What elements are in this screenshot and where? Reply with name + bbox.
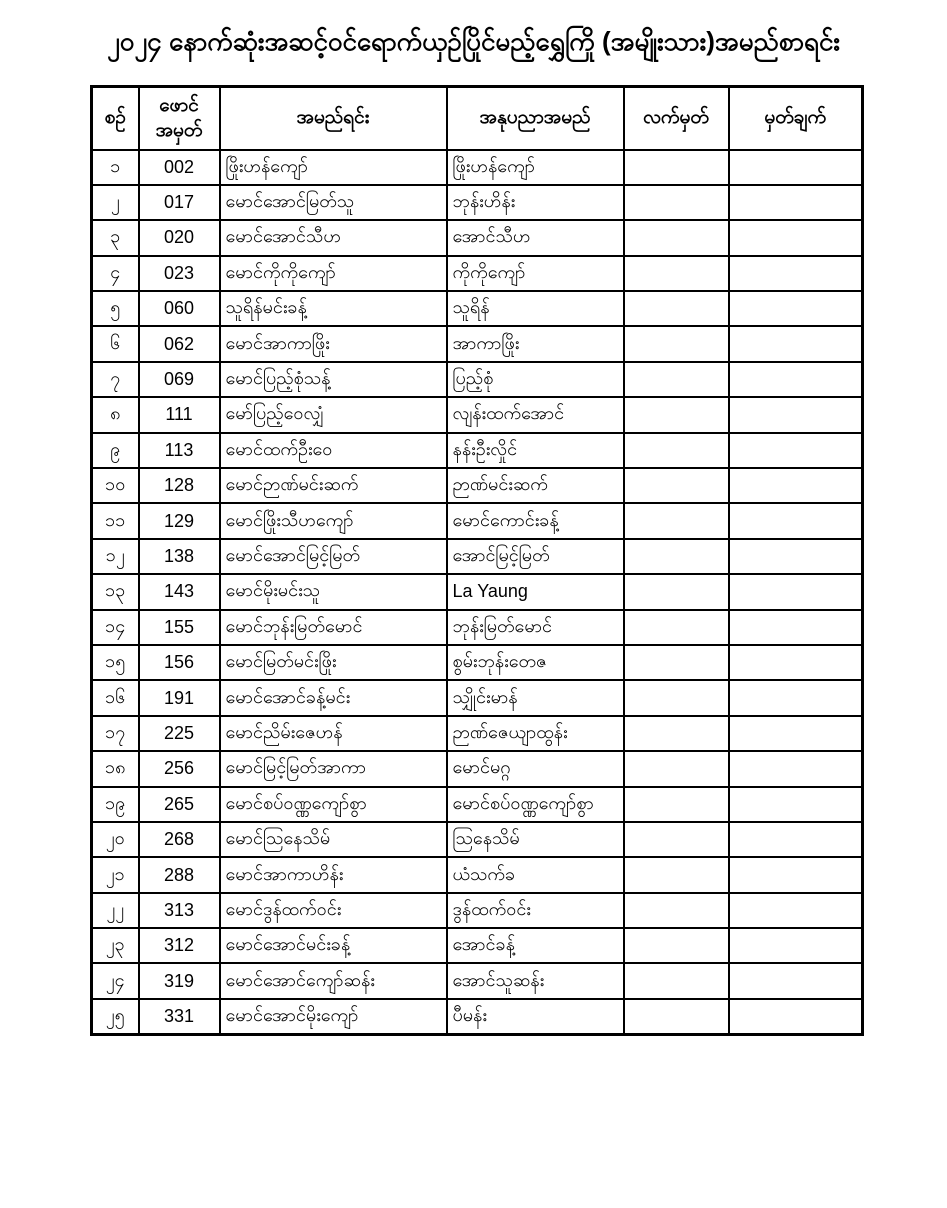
roster-table: [90, 85, 864, 1036]
table-row: [92, 185, 863, 220]
cell-remark: [729, 822, 863, 857]
cell-real-name: မောင်ဘုန်းမြတ်မောင်: [220, 610, 447, 645]
cell-serial: ၁၉: [92, 787, 139, 822]
header-form-number-line2: အမှတ်: [155, 120, 203, 142]
cell-signature: [624, 716, 729, 751]
cell-form-number: 023: [139, 256, 220, 291]
cell-signature: [624, 751, 729, 786]
table-row: [92, 150, 863, 185]
cell-real-name: မောင်အောင်မြတ်သူ: [220, 185, 447, 220]
cell-serial: ၂၀: [92, 822, 139, 857]
header-remark: မှတ်ချက်: [729, 87, 863, 150]
cell-form-number: 062: [139, 326, 220, 361]
cell-real-name: မောင်အောင်မင်းခန့်: [220, 928, 447, 963]
table-body: [92, 150, 863, 1035]
cell-serial: ၂၄: [92, 963, 139, 998]
cell-artist-name: အာကာဖြိုး: [447, 326, 624, 361]
cell-remark: [729, 185, 863, 220]
header-form-number-line1: ဖောင်: [159, 94, 199, 116]
table-row: [92, 928, 863, 963]
cell-form-number: 225: [139, 716, 220, 751]
cell-remark: [729, 539, 863, 574]
cell-remark: [729, 610, 863, 645]
table-row: [92, 539, 863, 574]
table-row: [92, 787, 863, 822]
cell-form-number: 060: [139, 291, 220, 326]
table-row: [92, 362, 863, 397]
cell-serial: ၂၂: [92, 893, 139, 928]
table-row: [92, 503, 863, 538]
cell-form-number: 143: [139, 574, 220, 609]
cell-artist-name: La Yaung: [447, 574, 624, 609]
cell-serial: ၉: [92, 433, 139, 468]
cell-remark: [729, 893, 863, 928]
cell-artist-name: ဒွန်ထက်ဝင်း: [447, 893, 624, 928]
table-row: [92, 256, 863, 291]
cell-real-name: မောင်မြတ်မင်းဖြိုး: [220, 645, 447, 680]
cell-signature: [624, 150, 729, 185]
cell-remark: [729, 291, 863, 326]
cell-signature: [624, 503, 729, 538]
cell-real-name: သူရိန်မင်းခန့်: [220, 291, 447, 326]
cell-real-name: မောင်အောင်မြင့်မြတ်: [220, 539, 447, 574]
cell-serial: ၁၀: [92, 468, 139, 503]
cell-real-name: မောင်မြင့်မြတ်အာကာ: [220, 751, 447, 786]
cell-signature: [624, 220, 729, 255]
cell-signature: [624, 928, 729, 963]
cell-signature: [624, 433, 729, 468]
header-row: [92, 87, 863, 150]
cell-form-number: 155: [139, 610, 220, 645]
cell-remark: [729, 857, 863, 892]
header-form-number: [139, 87, 220, 150]
cell-artist-name: သျှိုင်းမာန်: [447, 680, 624, 715]
cell-form-number: 002: [139, 150, 220, 185]
cell-remark: [729, 999, 863, 1034]
cell-form-number: 265: [139, 787, 220, 822]
cell-form-number: 288: [139, 857, 220, 892]
cell-form-number: 138: [139, 539, 220, 574]
cell-form-number: 312: [139, 928, 220, 963]
cell-real-name: မောင်အောင်သီဟ: [220, 220, 447, 255]
cell-form-number: 313: [139, 893, 220, 928]
cell-signature: [624, 362, 729, 397]
cell-form-number: 069: [139, 362, 220, 397]
cell-signature: [624, 787, 729, 822]
table-header: [92, 87, 863, 150]
cell-signature: [624, 256, 729, 291]
cell-signature: [624, 185, 729, 220]
cell-form-number: 156: [139, 645, 220, 680]
cell-signature: [624, 397, 729, 432]
cell-remark: [729, 680, 863, 715]
cell-real-name: မောင်စပ်ဝဏ္ဏကျော်စွာ: [220, 787, 447, 822]
cell-signature: [624, 822, 729, 857]
cell-serial: ၂၁: [92, 857, 139, 892]
cell-real-name: မောင်အောင်ကျော်ဆန်း: [220, 963, 447, 998]
cell-artist-name: ဘုန်းဟိန်း: [447, 185, 624, 220]
cell-real-name: မောင်ပြည့်စုံသန့်: [220, 362, 447, 397]
cell-real-name: မောင်အာကာဖြိုး: [220, 326, 447, 361]
cell-real-name: မောင်ဉာဏ်မင်းဆက်: [220, 468, 447, 503]
cell-form-number: 129: [139, 503, 220, 538]
cell-remark: [729, 326, 863, 361]
cell-artist-name: ဉာဏ်ဇေယျာထွန်း: [447, 716, 624, 751]
header-signature: လက်မှတ်: [624, 87, 729, 150]
cell-serial: ၈: [92, 397, 139, 432]
cell-artist-name: မောင်စပ်ဝဏ္ဏကျော်စွာ: [447, 787, 624, 822]
cell-remark: [729, 220, 863, 255]
cell-form-number: 331: [139, 999, 220, 1034]
cell-serial: ၁၃: [92, 574, 139, 609]
cell-artist-name: အောင်မြင့်မြတ်: [447, 539, 624, 574]
cell-real-name: မောင်အာကာဟိန်း: [220, 857, 447, 892]
cell-remark: [729, 574, 863, 609]
page-title: ၂၀၂၄ နောက်ဆုံးအဆင့်ဝင်ရောက်ယှဉ်ပြိုင်မည့်ရွှေကြို (အမျိုးသား)အမည်စာရင်း: [107, 26, 840, 56]
cell-real-name: မောင်အောင်ခန့်မင်း: [220, 680, 447, 715]
cell-form-number: 191: [139, 680, 220, 715]
cell-artist-name: အောင်သီဟ: [447, 220, 624, 255]
cell-serial: ၂၅: [92, 999, 139, 1034]
cell-signature: [624, 893, 729, 928]
cell-artist-name: ကိုကိုကျော်: [447, 256, 624, 291]
cell-signature: [624, 574, 729, 609]
cell-remark: [729, 503, 863, 538]
cell-remark: [729, 645, 863, 680]
cell-real-name: မောင်ထက်ဦးဝေ: [220, 433, 447, 468]
cell-artist-name: စွမ်းဘုန်းတေဇ: [447, 645, 624, 680]
cell-artist-name: ယံသက်ခ: [447, 857, 624, 892]
table-row: [92, 326, 863, 361]
cell-real-name: မောင်ကိုကိုကျော်: [220, 256, 447, 291]
cell-serial: ၇: [92, 362, 139, 397]
cell-serial: ၂: [92, 185, 139, 220]
table-row: [92, 716, 863, 751]
cell-remark: [729, 362, 863, 397]
cell-real-name: ဖြိုးဟန်ကျော်: [220, 150, 447, 185]
table-row: [92, 857, 863, 892]
cell-artist-name: သူရိန်: [447, 291, 624, 326]
cell-real-name: မောင်မိုးမင်းသူ: [220, 574, 447, 609]
cell-signature: [624, 645, 729, 680]
table-row: [92, 645, 863, 680]
cell-artist-name: အောင်ခန့်: [447, 928, 624, 963]
cell-remark: [729, 787, 863, 822]
table-row: [92, 680, 863, 715]
cell-artist-name: ဉာဏ်မင်းဆက်: [447, 468, 624, 503]
cell-signature: [624, 680, 729, 715]
cell-remark: [729, 397, 863, 432]
cell-artist-name: ပီမန်း: [447, 999, 624, 1034]
cell-real-name: မောင်ဒွန်ထက်ဝင်း: [220, 893, 447, 928]
table-row: [92, 220, 863, 255]
cell-artist-name: နန်းဦးလှိုင်: [447, 433, 624, 468]
table-row: [92, 999, 863, 1034]
cell-real-name: မော်ပြည့်ဝေလျှံ: [220, 397, 447, 432]
header-real-name: အမည်ရင်း: [220, 87, 447, 150]
cell-serial: ၁၁: [92, 503, 139, 538]
cell-signature: [624, 291, 729, 326]
cell-remark: [729, 150, 863, 185]
cell-remark: [729, 928, 863, 963]
cell-signature: [624, 326, 729, 361]
cell-serial: ၁၄: [92, 610, 139, 645]
cell-serial: ၅: [92, 291, 139, 326]
cell-form-number: 128: [139, 468, 220, 503]
cell-artist-name: အောင်သူဆန်း: [447, 963, 624, 998]
table-row: [92, 574, 863, 609]
cell-form-number: 268: [139, 822, 220, 857]
cell-form-number: 017: [139, 185, 220, 220]
cell-signature: [624, 999, 729, 1034]
cell-serial: ၄: [92, 256, 139, 291]
cell-real-name: မောင်ဩနေသိမ်: [220, 822, 447, 857]
cell-form-number: 113: [139, 433, 220, 468]
cell-artist-name: မောင်ကောင်းခန့်: [447, 503, 624, 538]
cell-remark: [729, 716, 863, 751]
cell-real-name: မောင်ညိမ်းဇေဟန်: [220, 716, 447, 751]
table-row: [92, 433, 863, 468]
cell-remark: [729, 433, 863, 468]
cell-artist-name: ဖြိုးဟန်ကျော်: [447, 150, 624, 185]
cell-form-number: 256: [139, 751, 220, 786]
table-row: [92, 822, 863, 857]
cell-signature: [624, 539, 729, 574]
table-row: [92, 291, 863, 326]
cell-real-name: မောင်ဖြိုးသီဟကျော်: [220, 503, 447, 538]
cell-serial: ၂၃: [92, 928, 139, 963]
table-row: [92, 397, 863, 432]
cell-remark: [729, 468, 863, 503]
cell-signature: [624, 468, 729, 503]
header-serial: စဉ်: [92, 87, 139, 150]
cell-remark: [729, 963, 863, 998]
cell-remark: [729, 751, 863, 786]
cell-form-number: 111: [139, 397, 220, 432]
cell-serial: ၁: [92, 150, 139, 185]
cell-serial: ၁၈: [92, 751, 139, 786]
cell-serial: ၁၆: [92, 680, 139, 715]
cell-artist-name: ဩနေသိမ်: [447, 822, 624, 857]
cell-artist-name: ပြည့်စုံ: [447, 362, 624, 397]
cell-artist-name: လျန်းထက်အောင်: [447, 397, 624, 432]
cell-serial: ၁၂: [92, 539, 139, 574]
table-row: [92, 963, 863, 998]
table-row: [92, 468, 863, 503]
cell-form-number: 319: [139, 963, 220, 998]
header-artist-name: အနုပညာအမည်: [447, 87, 624, 150]
cell-form-number: 020: [139, 220, 220, 255]
cell-artist-name: မောင်မဂ္ဂ: [447, 751, 624, 786]
table-row: [92, 751, 863, 786]
cell-remark: [729, 256, 863, 291]
cell-serial: ၁၅: [92, 645, 139, 680]
cell-serial: ၃: [92, 220, 139, 255]
cell-serial: ၁၇: [92, 716, 139, 751]
cell-signature: [624, 963, 729, 998]
cell-signature: [624, 610, 729, 645]
cell-signature: [624, 857, 729, 892]
cell-artist-name: ဘုန်းမြတ်မောင်: [447, 610, 624, 645]
cell-real-name: မောင်အောင်မိုးကျော်: [220, 999, 447, 1034]
cell-serial: ၆: [92, 326, 139, 361]
table-row: [92, 893, 863, 928]
table-row: [92, 610, 863, 645]
